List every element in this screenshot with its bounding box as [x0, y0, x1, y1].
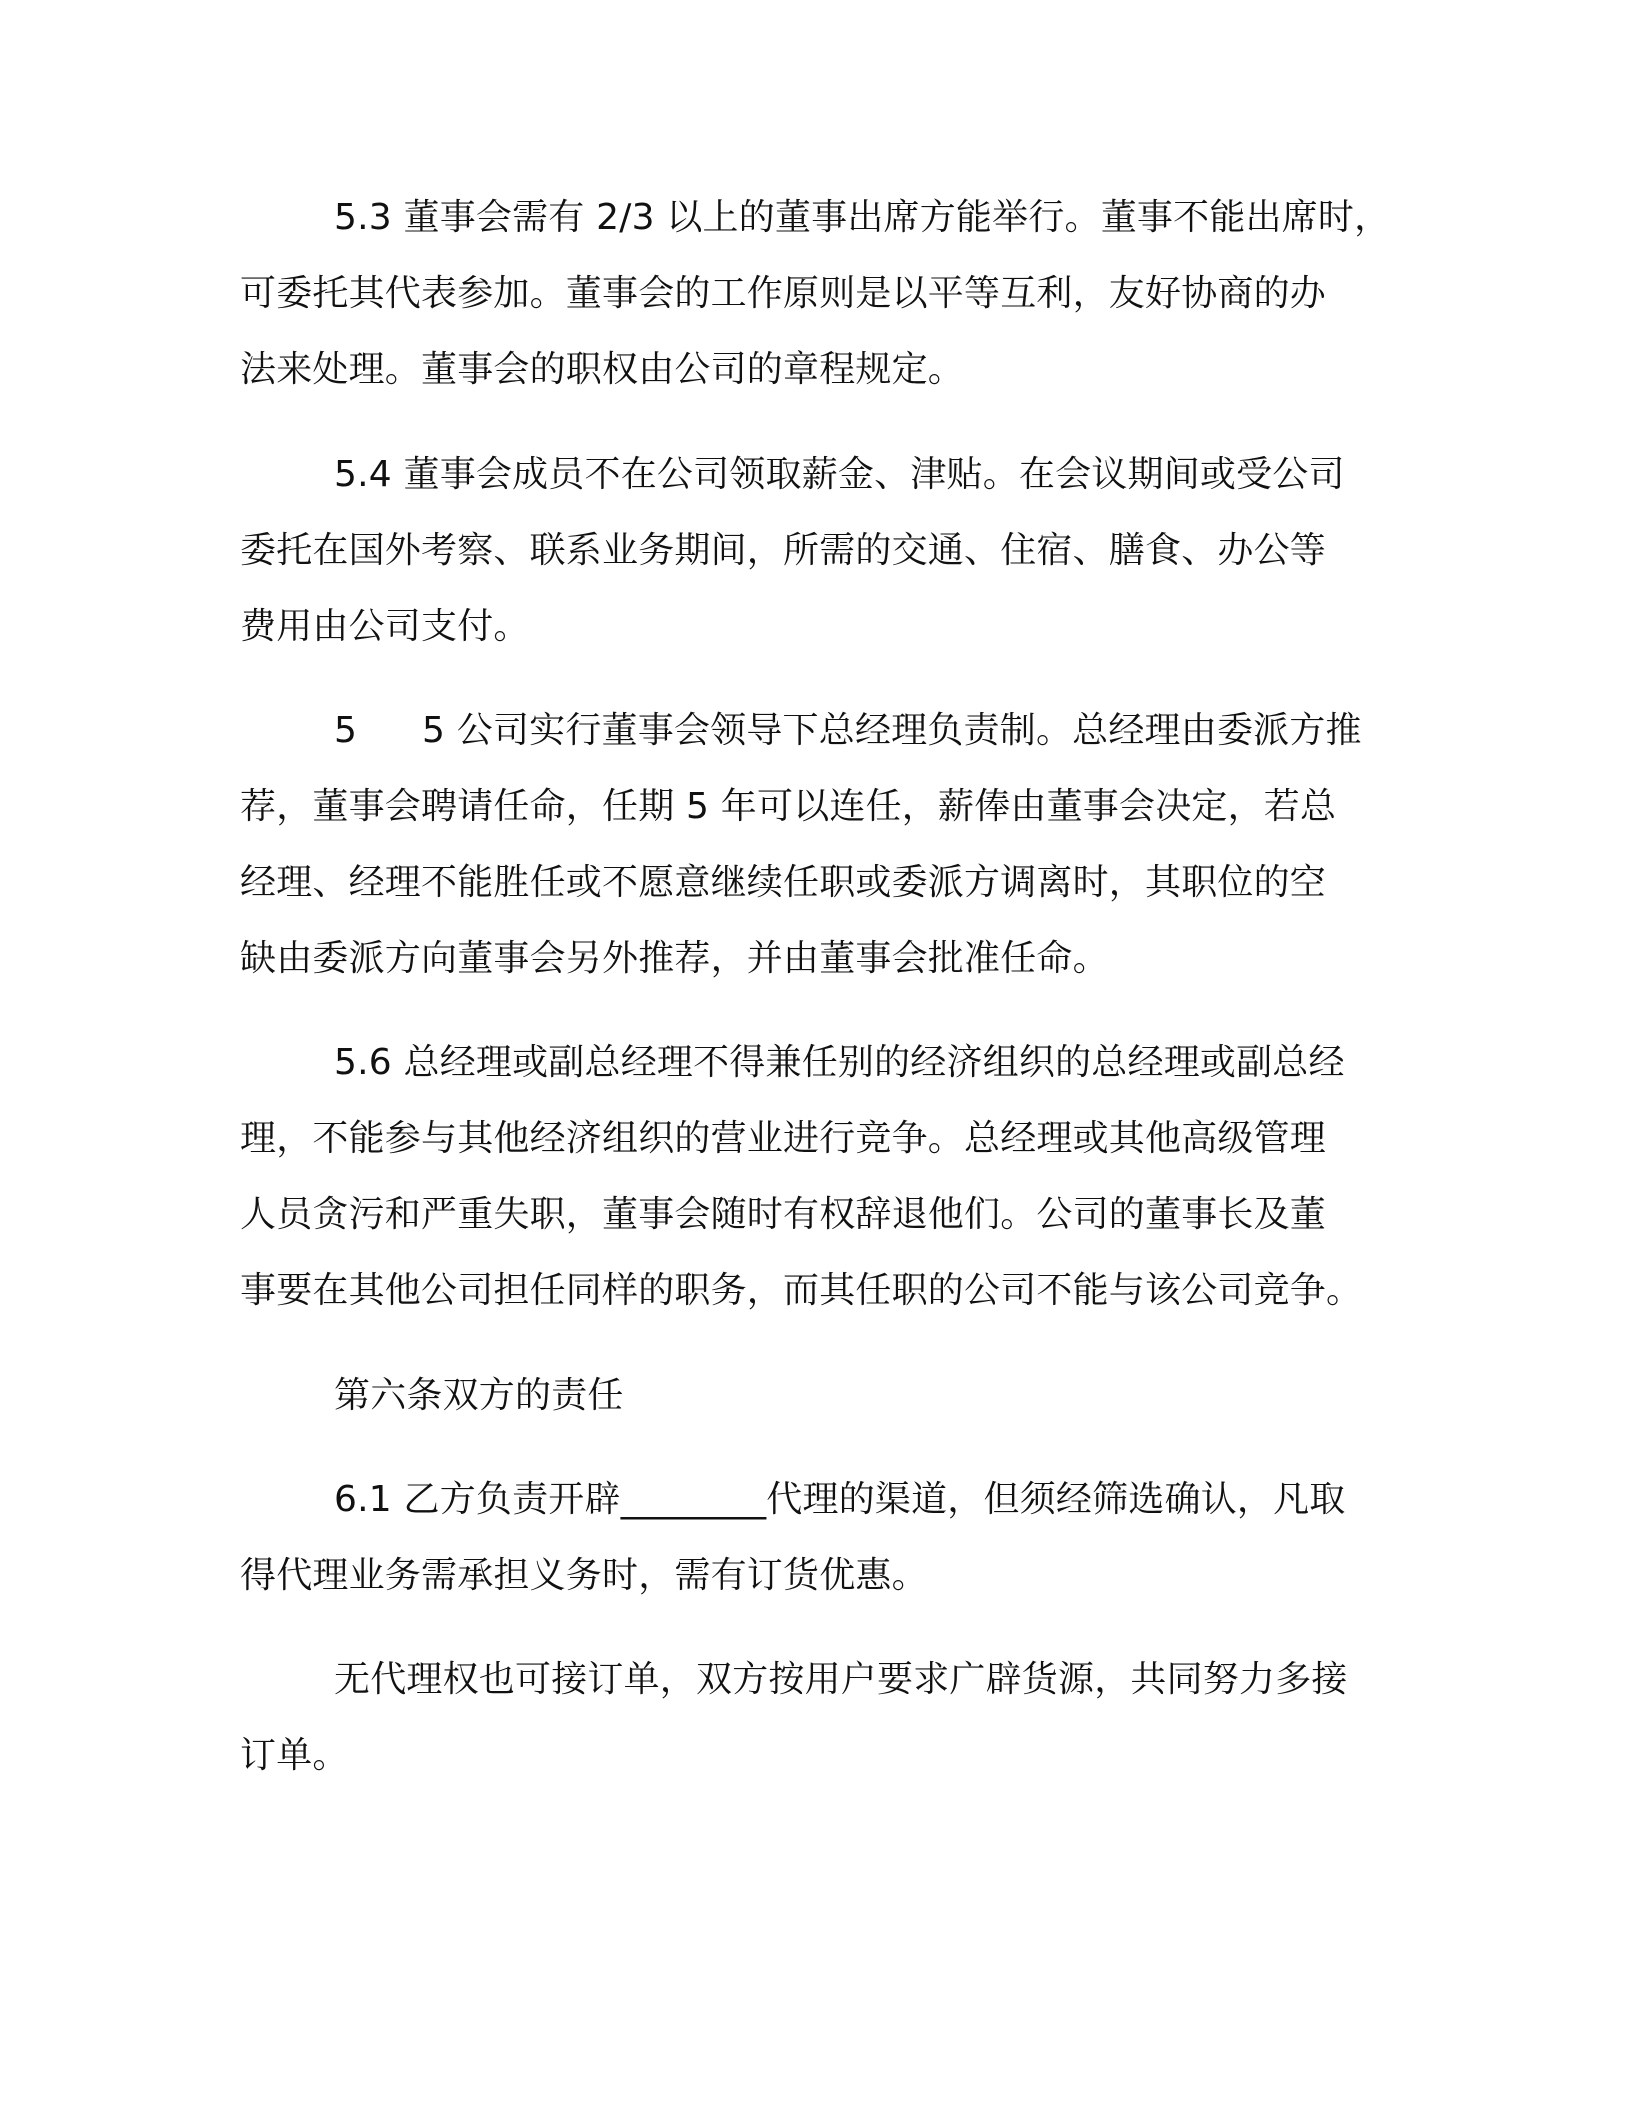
clause-5-6-line-1: 5.6 总经理或副总经理不得兼任别的经济组织的总经理或副总经: [334, 1042, 1345, 1083]
clause-5-4-line-3: 费用由公司支付。: [240, 606, 530, 647]
order-paragraph-line-1: 无代理权也可接订单，双方按用户要求广辟货源，共同努力多接: [334, 1659, 1348, 1700]
clause-5-5-line-1: [334, 705, 1362, 757]
clause-6-1-line-2: 得代理业务需承担义务时，需有订货优惠。: [240, 1555, 928, 1596]
clause-5-3-line-3: 法来处理。董事会的职权由公司的章程规定。: [240, 349, 965, 390]
clause-5-4-line-1: 5.4 董事会成员不在公司领取薪金、津贴。在会议期间或受公司: [334, 454, 1345, 495]
clause-5-5-line-4: 缺由委派方向董事会另外推荐，并由董事会批准任命。: [240, 938, 1109, 979]
clause-5-5-line-3: 经理、经理不能胜任或不愿意继续任职或委派方调离时，其职位的空: [240, 862, 1327, 903]
clause-5-3-line-1: 5.3 董事会需有 2/3 以上的董事出席方能举行。董事不能出席时，: [334, 197, 1391, 238]
clause-6-1-line-1: 6.1 乙方负责开辟________代理的渠道，但须经筛选确认，凡取: [334, 1479, 1346, 1520]
article-6-heading: 第六条双方的责任: [334, 1375, 624, 1416]
clause-5-3-line-2: 可委托其代表参加。董事会的工作原则是以平等互利，友好协商的办: [240, 273, 1327, 314]
clause-5-6-line-4: 事要在其他公司担任同样的职务，而其任职的公司不能与该公司竞争。: [240, 1270, 1363, 1311]
clause-5-4-line-2: 委托在国外考察、联系业务期间，所需的交通、住宿、膳食、办公等: [240, 530, 1327, 571]
clause-5-5-line-2: 荐，董事会聘请任命，任期 5 年可以连任，薪俸由董事会决定，若总: [240, 786, 1337, 827]
clause-5-5-number: 5: [334, 710, 358, 751]
clause-5-6-line-3: 人员贪污和严重失职，董事会随时有权辞退他们。公司的董事长及董: [240, 1194, 1327, 1235]
order-paragraph-line-2: 订单。: [240, 1735, 349, 1776]
clause-5-6-line-2: 理，不能参与其他经济组织的营业进行竞争。总经理或其他高级管理: [240, 1118, 1327, 1159]
clause-5-5-line-1-text: 5 公司实行董事会领导下总经理负责制。总经理由委派方推: [422, 710, 1362, 751]
